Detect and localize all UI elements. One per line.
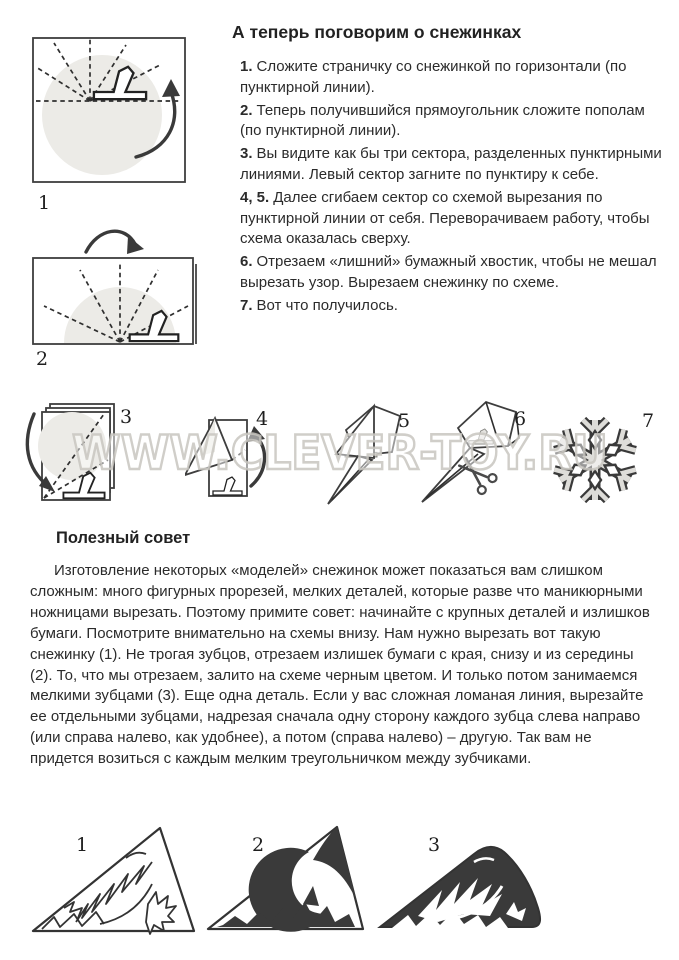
instruction-number: 2.	[240, 101, 253, 119]
step-figure-2-diagram	[28, 222, 206, 350]
instructions-list	[240, 57, 668, 319]
instruction-item-4-5	[240, 188, 668, 250]
step-figure-2-label: 2	[36, 348, 49, 370]
watermark: WWW.CLEVER-TOY.RU	[72, 425, 608, 482]
step-figure-1-diagram	[30, 35, 202, 190]
instruction-item-2	[240, 101, 668, 143]
step-figure-7-label: 7	[642, 410, 655, 432]
instruction-item-6	[240, 252, 668, 294]
step-figure-6-label: 6	[514, 408, 527, 430]
instruction-number: 1.	[240, 58, 253, 75]
instruction-text: Вот что получилось.	[256, 296, 398, 314]
step-figure-5-label: 5	[398, 410, 411, 432]
instruction-item-1	[240, 57, 668, 99]
example-figure-3-label: 3	[428, 834, 441, 856]
example-figure-1	[30, 822, 198, 936]
example-figure-2	[205, 822, 367, 934]
instruction-item-7	[240, 296, 668, 317]
step-figure-3-label: 3	[120, 406, 133, 428]
instruction-text: Сложите страничку со снежинкой по горизонтали (по пунктирной линии).	[240, 58, 627, 96]
instruction-number: 3.	[240, 145, 253, 163]
instruction-number: 7.	[240, 296, 253, 314]
instruction-text: Далее сгибаем сектор со схемой вырезания по пунктирной линии от себя. Переворачиваем работу, чтобы схема оказалась сверху.	[240, 188, 650, 248]
instruction-item-3	[240, 144, 668, 186]
advice-heading: Полезный совет	[56, 529, 191, 547]
page-title: А теперь поговорим о снежинках	[232, 22, 522, 42]
step-figure-4-label: 4	[256, 408, 269, 430]
instruction-text: Вы видите как бы три сектора, разделенных пунктирными линиями. Левый сектор загните по пунктиру к себе.	[240, 145, 662, 183]
advice-body: Изготовление некоторых «моделей» снежинок может показаться вам слишком сложным: много фигурных прорезей, мелких деталей, которые разве что маникюрными ножницами вырезать. Поэтому примите совет: начинайте с крупных деталей и излишков бумаги. Посмотрите внимательно на схемы внизу. Нам нужно вырезать вот такую снежинку (1). Не трогая зубцов, отрезаем излишек бумаги с края, снизу и из середины (2). То, что мы отрезаем, залито на схеме черным цветом. И только потом занимаемся мелкими зубцами (3). Еще одна деталь. Если у вас сложная ломаная линия, вырезайте ее отдельными зубцами, надрезая сначала одну сторону каждого зубца слева направо (или справа налево, как удобнее), а потом (справа налево) – другую. Так вам не придется возиться с каждым мелким треугольничком между зубчиками.	[30, 562, 650, 768]
example-figure-2-label: 2	[252, 834, 265, 856]
instruction-text: Отрезаем «лишний» бумажный хвостик, чтобы не мешал вырезать узор. Вырезаем снежинку по схеме.	[240, 253, 657, 291]
instruction-number: 4, 5.	[240, 188, 270, 206]
example-figure-1-label: 1	[76, 834, 89, 856]
instruction-number: 6.	[240, 253, 253, 271]
step-figure-1-label: 1	[38, 192, 51, 214]
example-figure-3	[376, 836, 546, 932]
instruction-text: Теперь получившийся прямоугольник сложите пополам (по пунктирной линии).	[240, 101, 645, 140]
